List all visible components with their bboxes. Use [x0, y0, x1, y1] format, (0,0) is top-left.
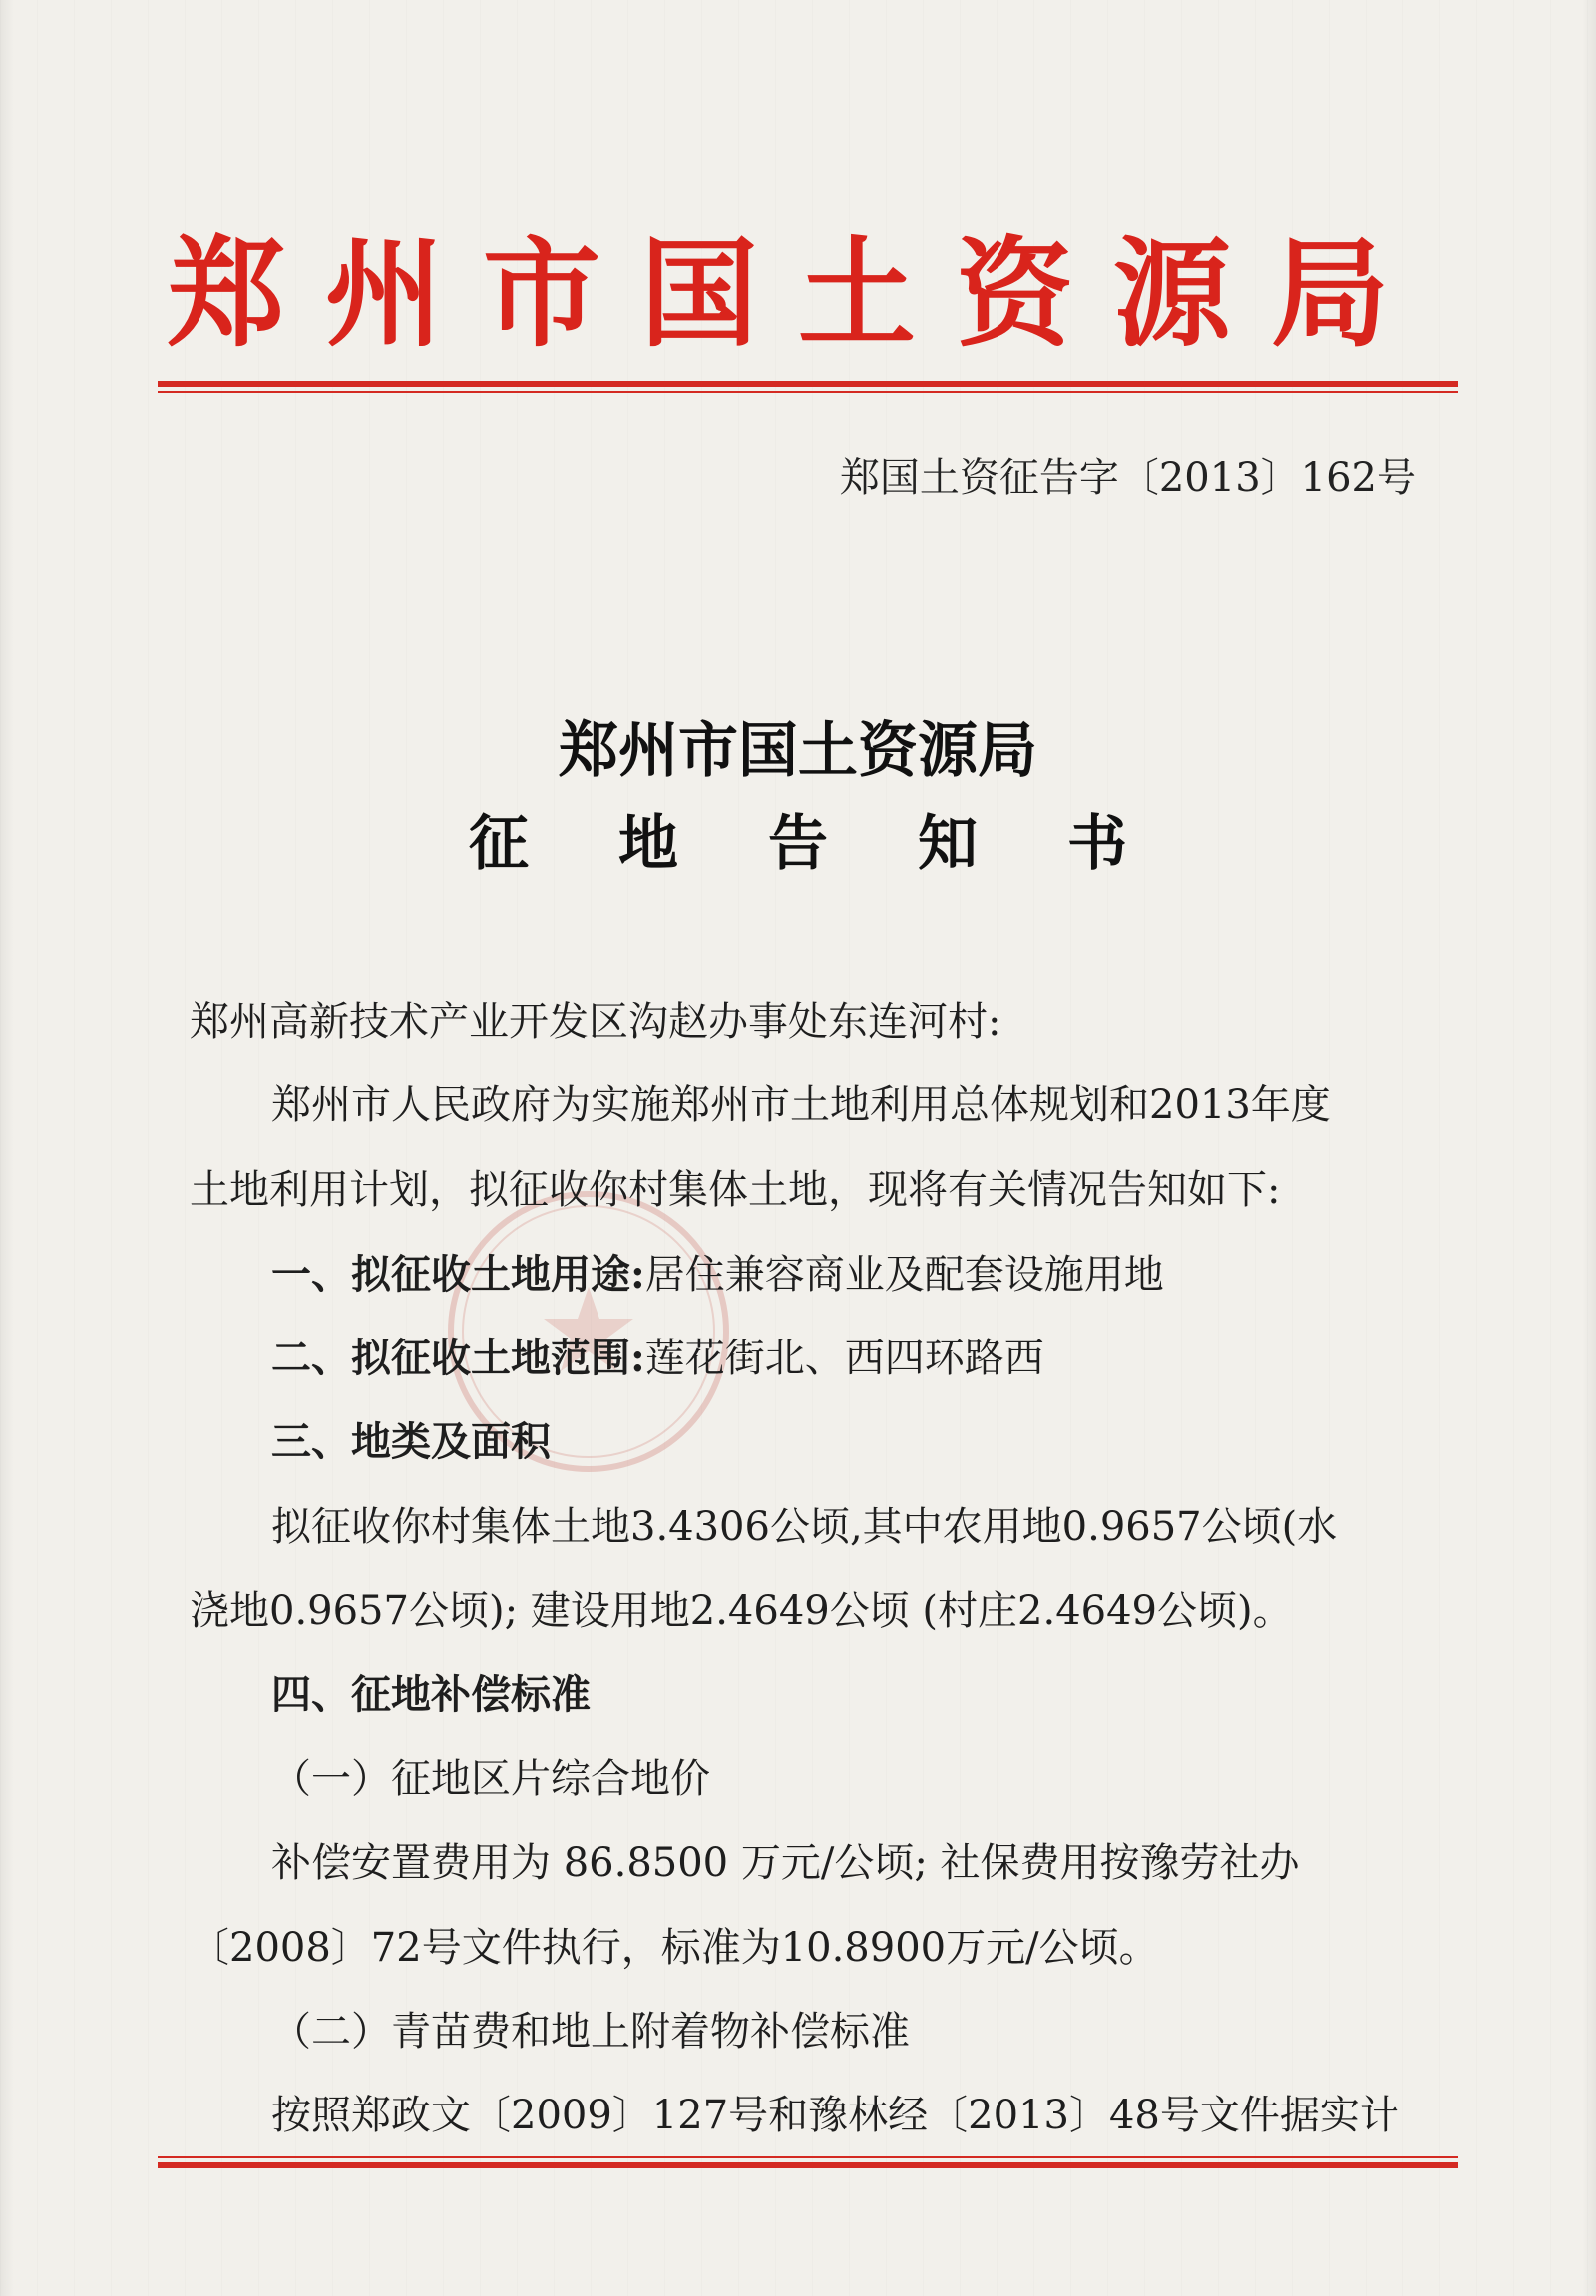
sub-2-line-1: 按照郑政文〔2009〕127号和豫林经〔2013〕48号文件据实计: [271, 2093, 1399, 2138]
item-1-line: [271, 1250, 1164, 1300]
sub-1-line-1: 补偿安置费用为 86.8500 万元/公顷; 社保费用按豫劳社办: [271, 1840, 1300, 1886]
intro-line-1: 郑州市人民政府为实施郑州市土地利用总体规划和2013年度: [271, 1082, 1331, 1128]
item-1-label: 一、拟征收土地用途:: [271, 1251, 645, 1298]
sub-1-heading: （一）征地区片综合地价: [271, 1756, 710, 1802]
addressee-line: 郑州高新技术产业开发区沟赵办事处东连河村:: [190, 999, 1001, 1045]
intro-line-2: 土地利用计划，拟征收你村集体土地，现将有关情况告知如下:: [190, 1167, 1281, 1213]
footer-rule-thin: [158, 2156, 1458, 2158]
item-3-line-2: 浇地0.9657公顷); 建设用地2.4649公顷 (村庄2.4649公顷)。: [190, 1588, 1293, 1634]
item-2-label: 二、拟征收土地范围:: [271, 1335, 645, 1381]
item-2-line: [271, 1334, 1044, 1383]
item-3-heading: 三、地类及面积: [271, 1418, 551, 1465]
item-3-line-1: 拟征收你村集体土地3.4306公顷,其中农用地0.9657公顷(水: [271, 1504, 1338, 1550]
sub-2-heading: （二）青苗费和地上附着物补偿标准: [271, 2009, 910, 2055]
notice-subtitle: 征地告知书: [469, 809, 1217, 879]
letterhead-title: 郑州市国土资源局: [167, 224, 1428, 363]
letterhead-rule-thick: [158, 381, 1458, 387]
item-1-value: 居住兼容商业及配套设施用地: [644, 1252, 1164, 1298]
document-number: 郑国土资征告字〔2013〕162号: [839, 455, 1416, 501]
notice-title: 郑州市国土资源局: [559, 716, 1037, 786]
item-2-value: 莲花街北、西四环路西: [644, 1336, 1044, 1381]
letterhead-rule-thin: [158, 391, 1458, 393]
sub-1-line-2: 〔2008〕72号文件执行，标准为10.8900万元/公顷。: [190, 1925, 1159, 1971]
footer-rule-thick: [158, 2162, 1458, 2168]
item-4-heading: 四、征地补偿标准: [271, 1671, 591, 1718]
